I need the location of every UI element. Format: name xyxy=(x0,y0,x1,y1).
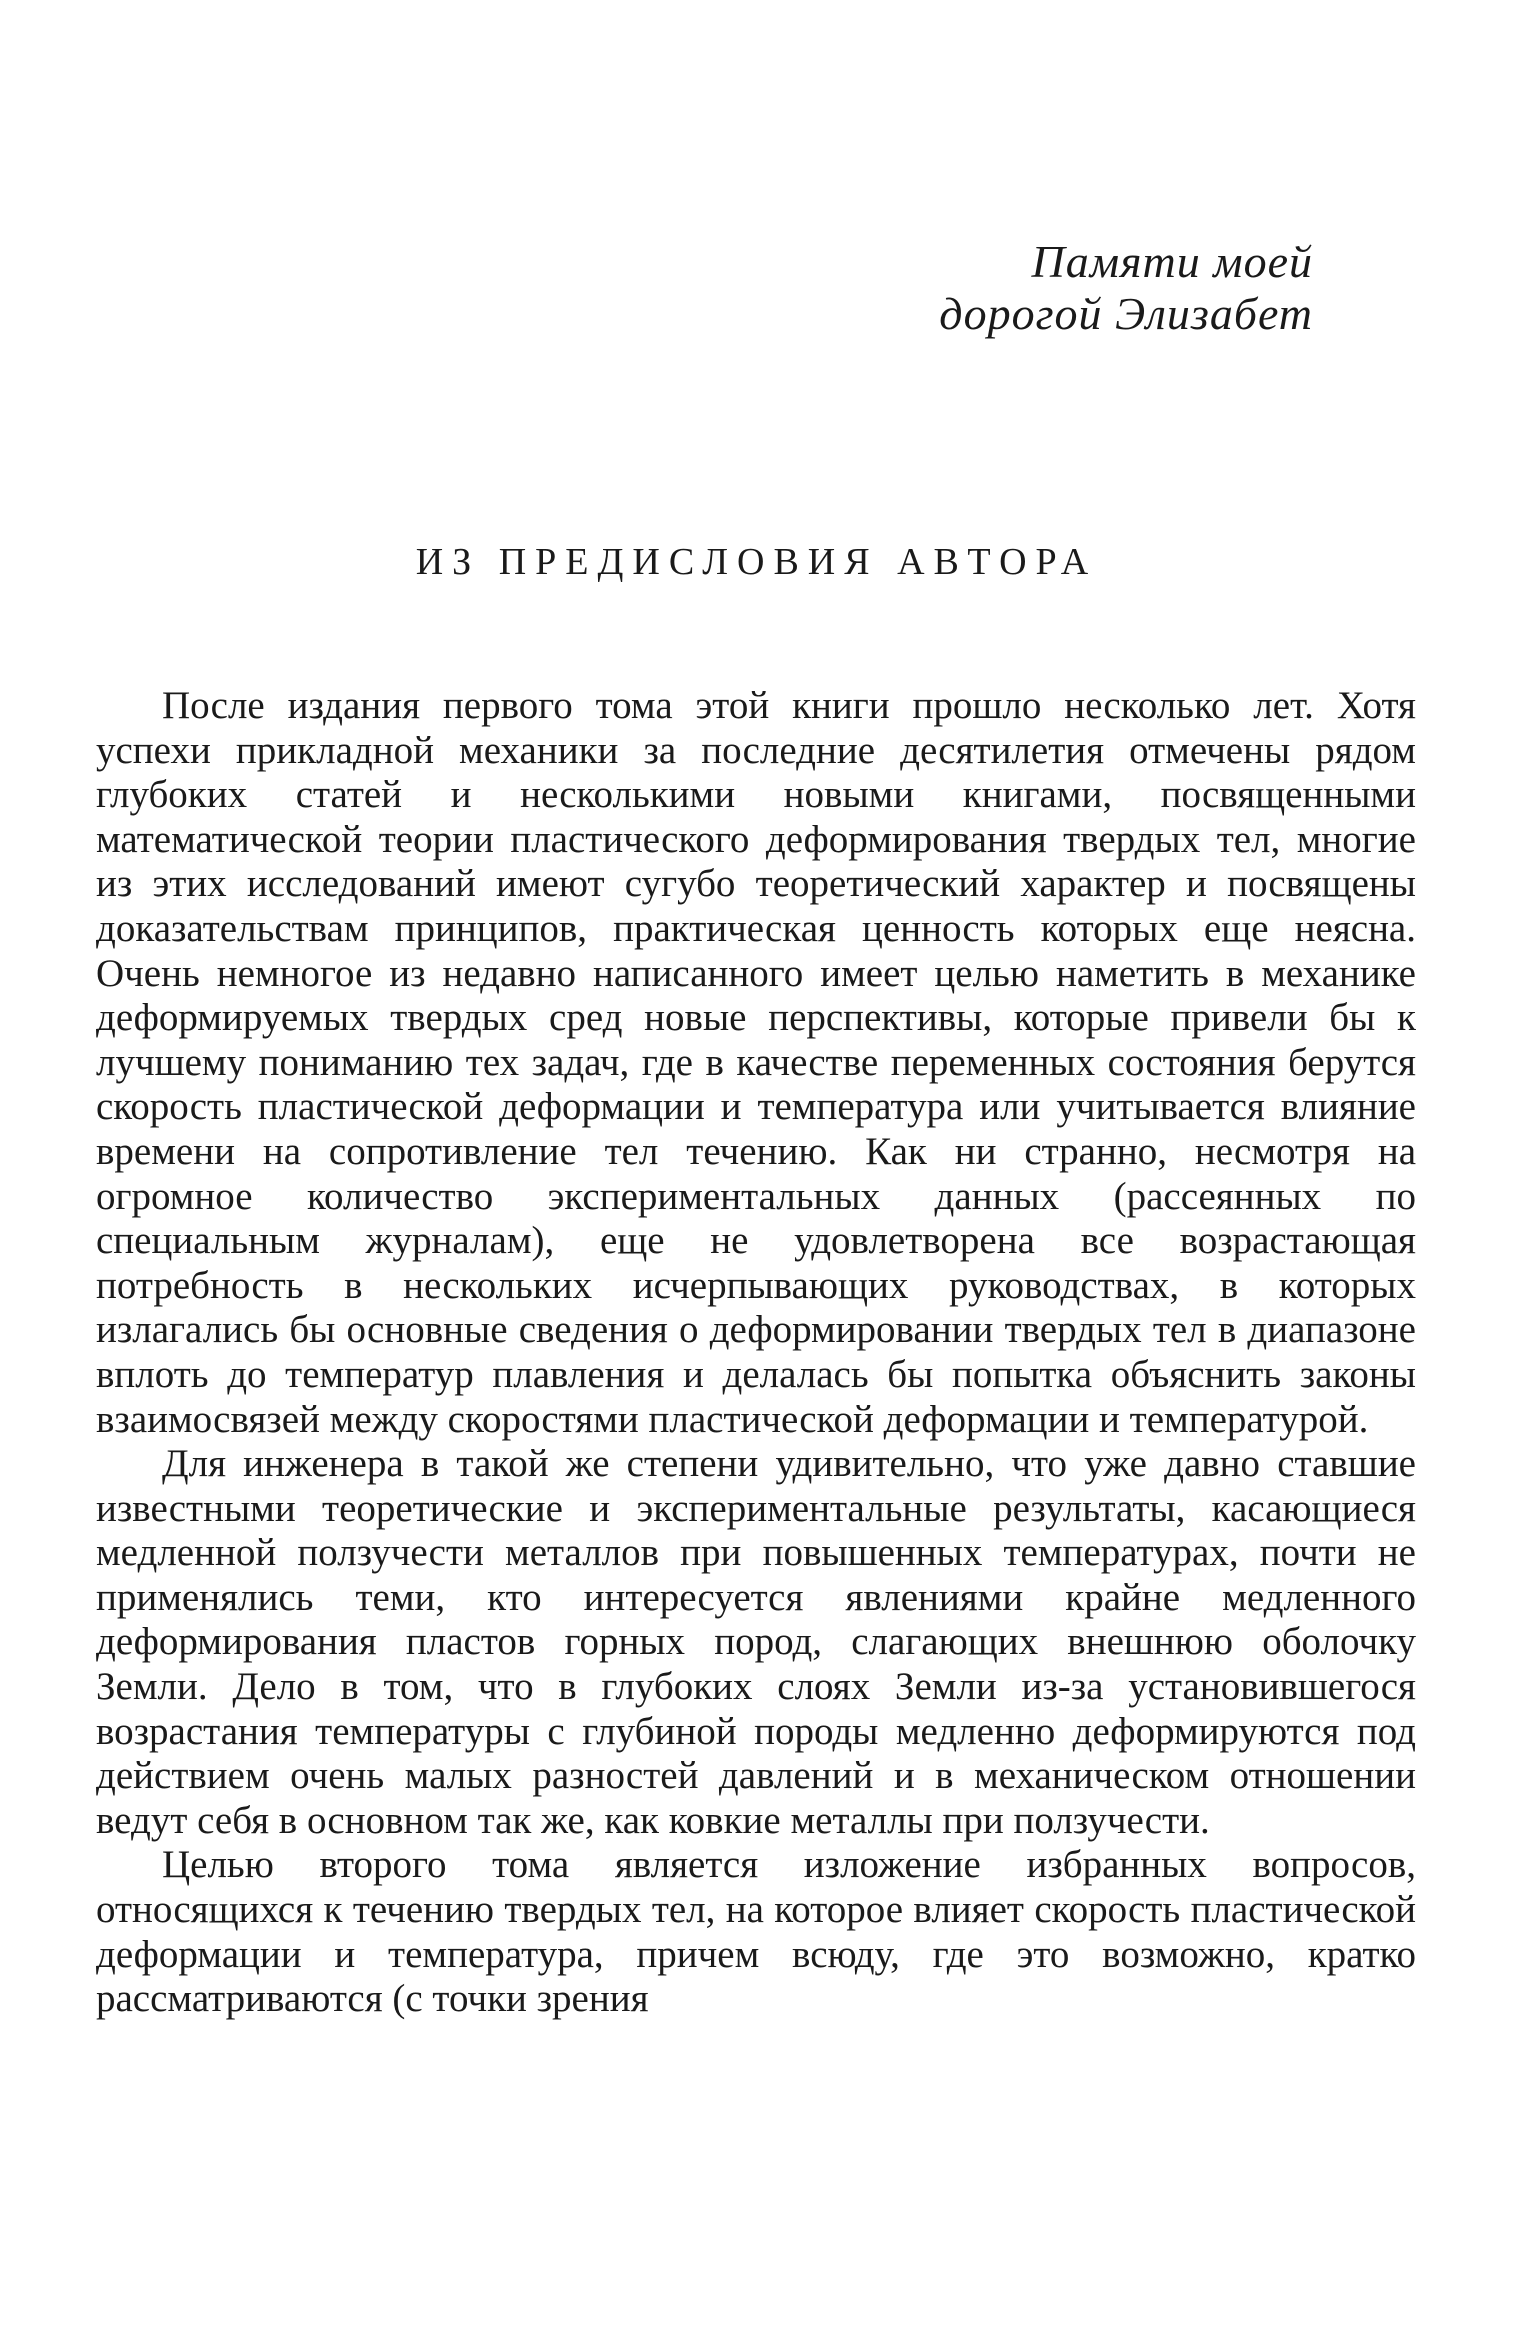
paragraph-3: Целью второго тома является изложение избранных вопросов, относящихся к течению твердых тел, на которое влияет скорость пластической деформации и температура, причем всюду, где это возможно, кратко рассматриваются (с точки зрения xyxy=(96,1843,1416,2021)
body-text xyxy=(96,684,1416,2022)
paragraph-2: Для инженера в такой же степени удивительно, что уже давно ставшие известными теоретические и экспериментальные результаты, касающиеся медленной ползучести металлов при повышенных температурах, почти не применялись теми, кто интересуется явлениями крайне медленного деформирования пластов горных пород, слагающих внешнюю оболочку Земли. Дело в том, что в глубоких слоях Земли из-за установившегося возрастания температуры с глубиной породы медленно деформируются под действием очень малых разностей давлений и в механическом отношении ведут себя в основном так же, как ковкие металлы при ползучести. xyxy=(96,1442,1416,1842)
section-heading: ИЗ ПРЕДИСЛОВИЯ АВТОРА xyxy=(415,541,1098,583)
dedication xyxy=(939,236,1313,340)
dedication-line-1: Памяти моей xyxy=(1031,236,1313,287)
dedication-line-2: дорогой Элизабет xyxy=(939,288,1313,339)
paragraph-1: После издания первого тома этой книги прошло несколько лет. Хотя успехи прикладной механики за последние десятилетия отмечены рядом глубоких статей и несколькими новыми книгами, посвященными математической теории пластического деформирования твердых тел, многие из этих исследований имеют сугубо теоретический характер и посвящены доказательствам принципов, практическая ценность которых еще неясна. Очень немногое из недавно написанного имеет целью наметить в механике деформируемых твердых сред новые перспективы, которые привели бы к лучшему пониманию тех задач, где в качестве переменных состояния берутся скорость пластической деформации и температура или учитывается влияние времени на сопротивление тел течению. Как ни странно, несмотря на огромное количество экспериментальных данных (рассеянных по специальным журналам), еще не удовлетворена все возрастающая потребность в нескольких исчерпывающих руководствах, в которых излагались бы основные сведения о деформировании твердых тел в диапазоне вплоть до температур плавления и делалась бы попытка объяснить законы взаимосвязей между скоростями пластической деформации и температурой. xyxy=(96,684,1416,1441)
